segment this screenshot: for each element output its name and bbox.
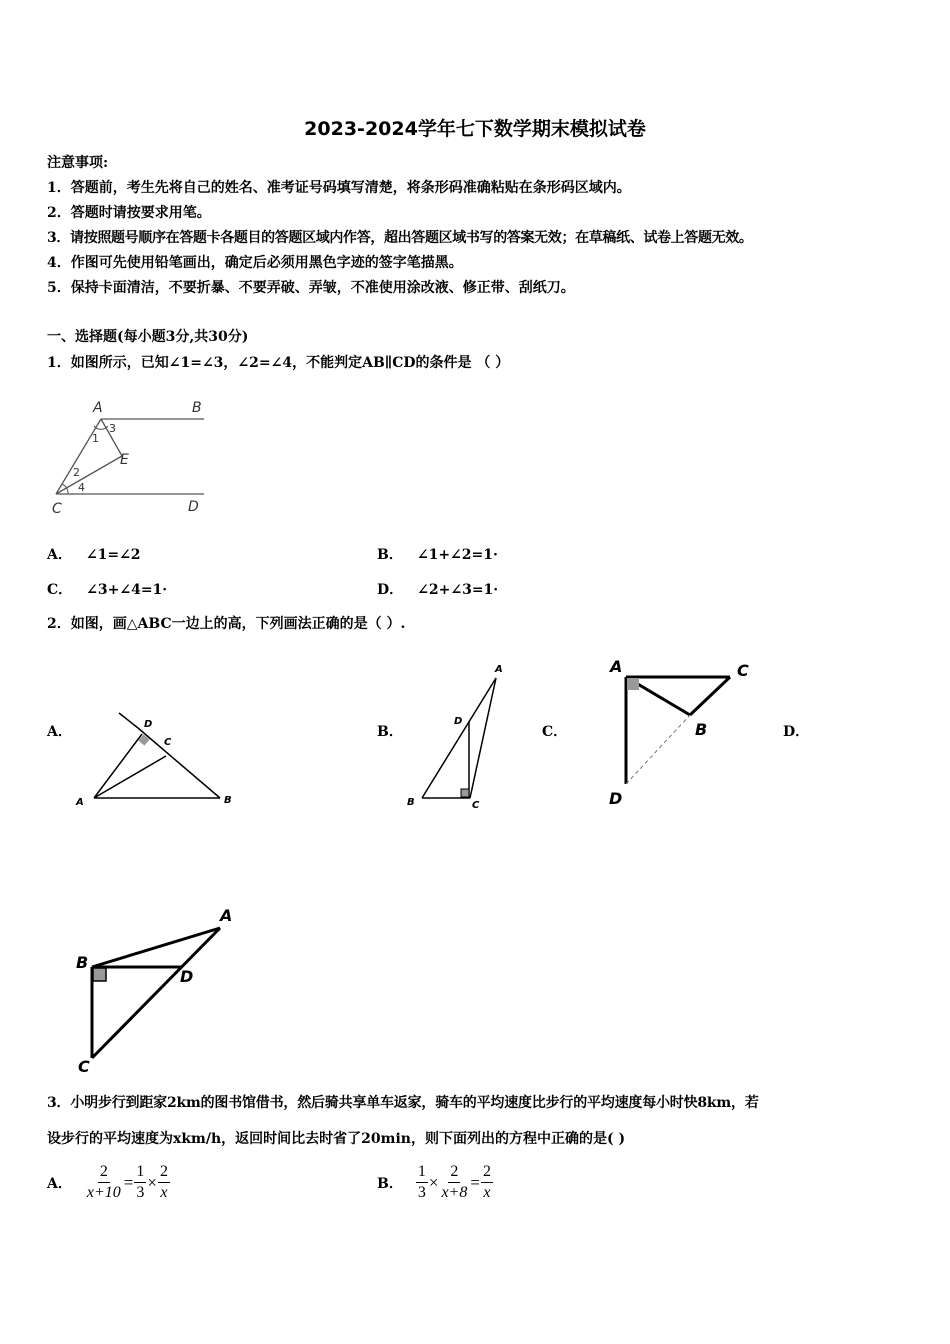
fig-label-3: 3 (109, 422, 116, 435)
right-angle-mark (93, 968, 106, 981)
right-angle-mark (627, 678, 639, 690)
q1-option-d-label: D． (377, 582, 404, 598)
q1-option-a (47, 544, 141, 564)
notice-item-4: 4．作图可先使用铅笔画出，确定后必须用黑色字迹的签字笔描黑。 (47, 255, 463, 271)
q1-option-c-text: ∠3+∠4=1· (86, 582, 168, 598)
fig-label-d: D (188, 499, 199, 515)
q1-option-b (377, 544, 498, 564)
q1-option-a-label: A． (47, 547, 72, 563)
numerator: 1 (134, 1162, 146, 1183)
denominator: x (483, 1184, 491, 1201)
seg-db-dashed (626, 715, 690, 784)
q2-option-a-label: A． (47, 724, 72, 740)
fig-label-e: E (120, 452, 129, 468)
numerator: 2 (481, 1162, 493, 1183)
label-a: A (610, 657, 623, 676)
q1-option-c-label: C． (47, 582, 73, 598)
q3-option-b (377, 1162, 494, 1203)
label-b: B (224, 795, 232, 806)
fraction (439, 1162, 469, 1203)
question-2-text: 2．如图，画△ABC一边上的高，下列画法正确的是（ ）. (47, 616, 406, 632)
label-d: D (144, 719, 153, 730)
q3-option-b-label: B． (377, 1175, 403, 1192)
denominator: x (160, 1184, 168, 1201)
numerator: 2 (448, 1162, 460, 1183)
right-angle-mark (461, 789, 469, 797)
q2-figure-a (70, 706, 245, 812)
q2-figure-c (604, 652, 764, 812)
equals-sign: = (123, 1172, 134, 1192)
line-ce (56, 456, 122, 494)
fig-label-1: 1 (92, 432, 99, 445)
label-a: A (76, 797, 84, 808)
fig-label-2: 2 (73, 466, 80, 479)
notice-item-5: 5．保持卡面清洁，不要折暴、不要弄破、弄皱，不准使用涂改液、修正带、刮纸刀。 (47, 280, 575, 296)
q3-option-a (47, 1162, 171, 1203)
label-c: C (164, 737, 172, 748)
numerator: 1 (416, 1162, 428, 1183)
label-b: B (695, 720, 708, 739)
q1-option-d-text: ∠2+∠3=1· (417, 582, 499, 598)
q2-figure-b (400, 658, 515, 813)
question-3-line-2: 设步行的平均速度为xkm/h，返回时间比去时省了20min，则下面列出的方程中正确的是( ) (47, 1131, 626, 1147)
notice-item-2: 2．答题时请按要求用笔。 (47, 205, 211, 221)
seg-ac (94, 756, 166, 798)
denominator: 3 (417, 1184, 426, 1201)
seg-extension (119, 713, 138, 728)
times-sign: × (428, 1172, 439, 1192)
fraction (158, 1162, 170, 1203)
fraction (134, 1162, 146, 1203)
fig-label-b: B (192, 400, 202, 416)
fig-label-4: 4 (78, 481, 85, 494)
fraction (85, 1162, 123, 1203)
denominator: x+8 (441, 1184, 468, 1201)
q1-option-b-label: B． (377, 547, 403, 563)
times-sign: × (147, 1172, 157, 1192)
seg-ba (422, 678, 496, 798)
q1-option-c (47, 579, 167, 599)
label-c: C (472, 800, 480, 811)
notice-heading: 注意事项: (47, 155, 109, 171)
label-c: C (78, 1057, 90, 1076)
label-a: A (220, 906, 233, 925)
q2-option-c-label: C． (542, 724, 568, 740)
section-heading: 一、选择题(每小题3分,共30分) (47, 329, 249, 345)
page-title: 2023-2024学年七下数学期末模拟试卷 (304, 118, 646, 140)
q3-option-a-label: A． (47, 1175, 72, 1192)
q2-figure-d (70, 900, 250, 1080)
q2-option-b-label: B． (377, 724, 403, 740)
denominator: x+10 (86, 1184, 121, 1201)
seg-ad (94, 734, 142, 798)
q1-figure (46, 396, 216, 520)
q1-option-b-text: ∠1+∠2=1· (416, 547, 498, 563)
fraction (416, 1162, 428, 1203)
label-d: D (609, 789, 623, 808)
label-a: A (495, 664, 503, 675)
q1-option-d (377, 579, 498, 599)
q2-option-d-label: D． (783, 724, 810, 740)
label-b: B (76, 953, 89, 972)
label-c: C (737, 661, 749, 680)
question-1-text: 1．如图所示，已知∠1=∠3，∠2=∠4，不能判定AB∥CD的条件是 （ ） (47, 355, 510, 371)
numerator: 2 (98, 1162, 110, 1183)
notice-item-1: 1．答题前，考生先将自己的姓名、准考证号码填写清楚，将条形码准确粘贴在条形码区域内。 (47, 180, 631, 196)
label-d: D (180, 967, 194, 986)
denominator: 3 (136, 1184, 145, 1201)
seg-ac (470, 678, 496, 798)
question-3-line-1: 3．小明步行到距家2km的图书馆借书，然后骑共享单车返家，骑车的平均速度比步行的平均速度每小时快8km，若 (47, 1095, 759, 1111)
seg-bd (138, 728, 220, 798)
fig-label-c: C (52, 501, 62, 517)
label-d: D (454, 716, 463, 727)
notice-item-3: 3．请按照题号顺序在答题卡各题目的答题区域内作答，超出答题区域书写的答案无效；在草稿纸、试卷上答题无效。 (47, 230, 753, 246)
q1-option-a-text: ∠1=∠2 (85, 547, 141, 563)
equals-sign: = (470, 1172, 480, 1192)
numerator: 2 (158, 1162, 170, 1183)
fraction (481, 1162, 493, 1203)
fig-label-a: A (93, 400, 103, 416)
seg-cb (690, 677, 730, 715)
label-b: B (407, 797, 415, 808)
